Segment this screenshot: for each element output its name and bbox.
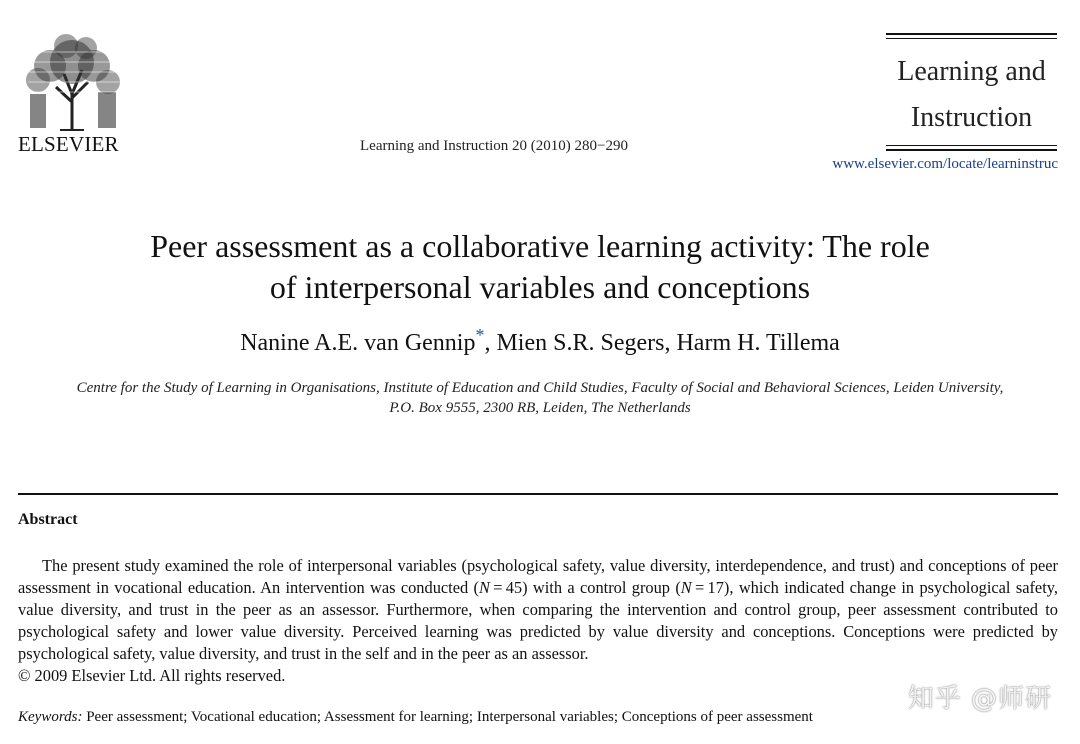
journal-url-link[interactable]: www.elsevier.com/locate/learninstruc (832, 156, 1058, 172)
section-divider (18, 493, 1058, 495)
affiliation-line: Centre for the Study of Learning in Organisations, Institute of Education and Child Studies, Faculty of Social and Behavioral Sciences, Leiden University, (76, 380, 1004, 396)
paper-title-line: of interpersonal variables and conceptions (269, 269, 811, 305)
box-rule (886, 149, 1057, 151)
abstract-heading: Abstract (18, 511, 78, 528)
keywords (18, 709, 813, 726)
paper-title (60, 226, 1020, 308)
journal-citation: Learning and Instruction 20 (2010) 280−290 (360, 138, 628, 154)
paper-title-line: Peer assessment as a collaborative learning activity: The role (150, 228, 930, 264)
abstract-text-part: = 17), which indicated change in psychological safety, value diversity, and trust in the peer as an assessor. Furthermore, when comparing the intervention and control group, peer assessment contributed to psychological safety and lower value diversity. Perceived learning was predicted by value diversity and conceptions. Conceptions were predicted by psychological safety, value diversity, and trust in the self and in the peer as an assessor. (18, 578, 1058, 663)
publisher-name: ELSEVIER (18, 132, 119, 156)
journal-title-box (886, 33, 1057, 151)
abstract-text-part: The present study examined the role of interpersonal variables (psychological safety, value diversity, interdependence, and trust) and conceptions of peer assessment in vocational education. An intervention was conducted ( (18, 556, 1058, 597)
keywords-list: Peer assessment; Vocational education; Assessment for learning; Interpersonal variables; Conceptions of peer assessment (82, 709, 813, 725)
abstract-text (18, 555, 1058, 665)
box-rule (886, 38, 1057, 39)
box-rule (886, 145, 1057, 146)
corresponding-author-link[interactable]: * (475, 325, 485, 345)
abstract-variable: N (478, 578, 490, 597)
journal-title (886, 49, 1057, 141)
journal-title-line: Instruction (910, 102, 1033, 133)
author-list (0, 325, 1080, 357)
author-name: Nanine A.E. van Gennip (240, 330, 476, 356)
affiliation-line: P.O. Box 9555, 2300 RB, Leiden, The Netherlands (389, 400, 691, 416)
abstract-text-part: = 45) with a control group ( (489, 578, 681, 597)
journal-title-line: Learning and (897, 56, 1046, 87)
keywords-label: Keywords: (18, 709, 83, 725)
zhihu-watermark: 知乎 @师研 (907, 684, 1052, 714)
other-authors: , Mien S.R. Segers, Harm H. Tillema (484, 330, 840, 356)
box-rule (886, 33, 1057, 35)
elsevier-tree-logo (16, 32, 128, 132)
abstract-variable: N (680, 578, 692, 597)
affiliation (30, 378, 1050, 418)
copyright-notice: © 2009 Elsevier Ltd. All rights reserved. (18, 666, 286, 685)
